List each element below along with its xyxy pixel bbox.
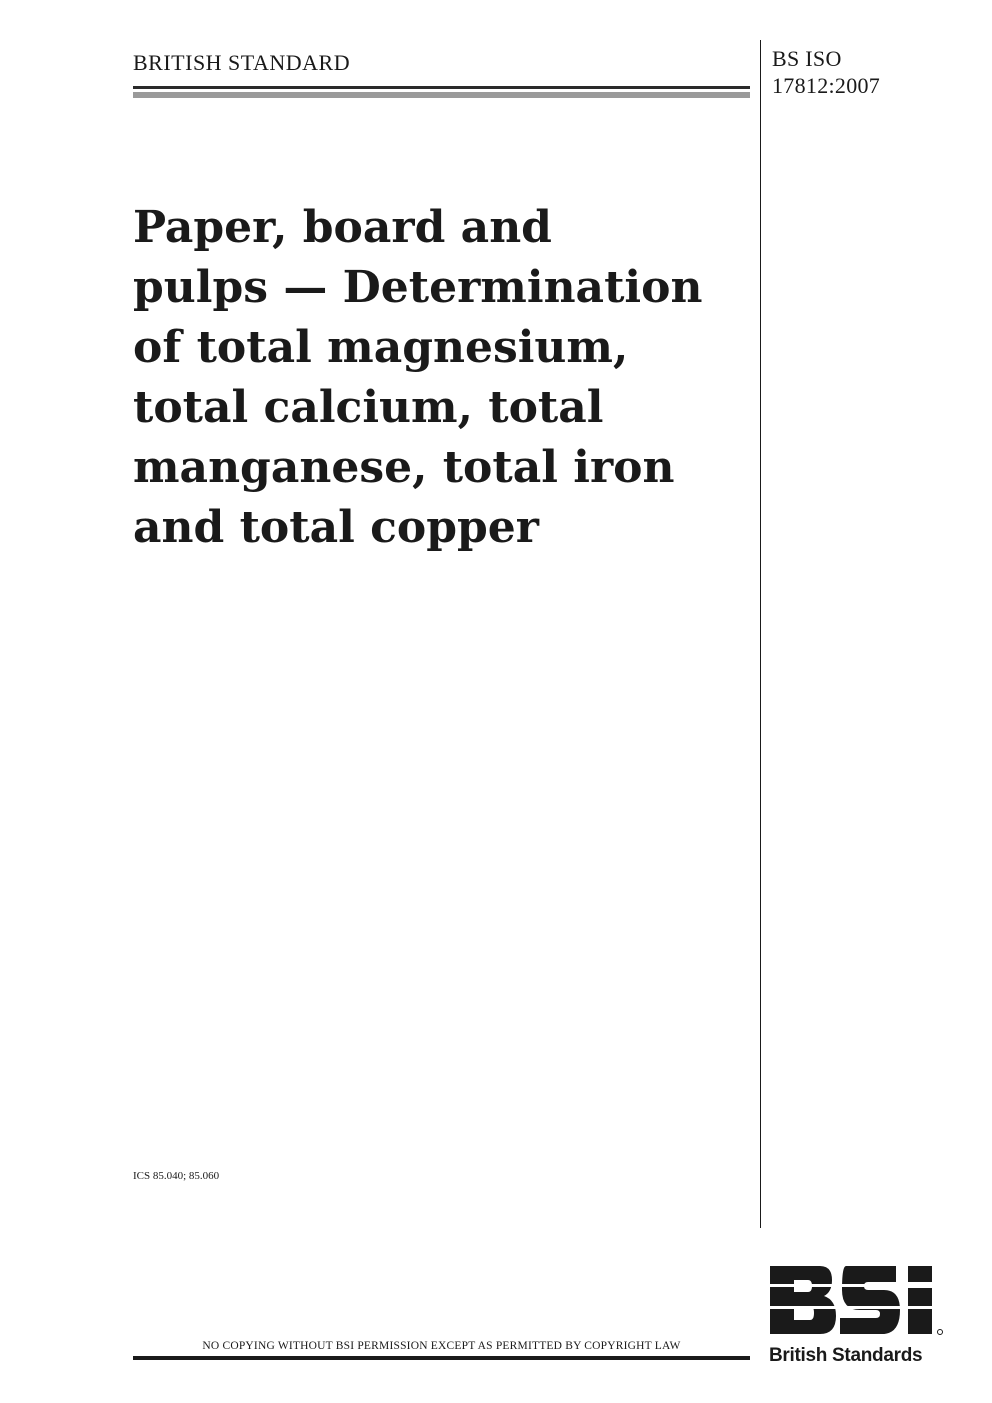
vertical-divider bbox=[760, 40, 761, 1228]
header-rule-dark bbox=[133, 86, 750, 89]
copyright-rule bbox=[133, 1356, 750, 1360]
document-number bbox=[772, 45, 880, 99]
document-number-text: BS ISO 17812:2007 bbox=[772, 46, 881, 98]
ics-code: ICS 85.040; 85.060 bbox=[133, 1170, 220, 1182]
logo-tagline: British Standards bbox=[769, 1345, 923, 1366]
series-label: BRITISH STANDARD bbox=[133, 50, 351, 75]
header-rule-grey bbox=[133, 92, 750, 98]
document-title: Paper, board and pulps — Determination of total magnesium, total calcium, total manganese, total iron and total copper bbox=[133, 202, 703, 553]
copyright-notice: NO COPYING WITHOUT BSI PERMISSION EXCEPT AS PERMITTED BY COPYRIGHT LAW bbox=[202, 1340, 681, 1352]
logo-i-dot bbox=[908, 1266, 932, 1282]
